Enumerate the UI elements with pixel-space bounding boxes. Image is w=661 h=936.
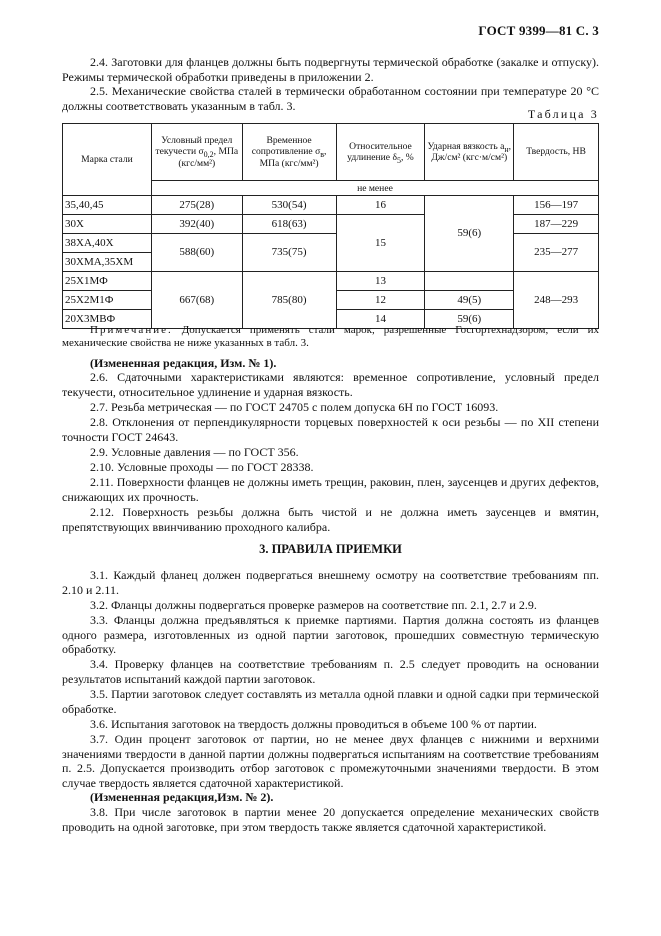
cell-elongation: 12 [336, 291, 425, 310]
paragraph-2-4: 2.4. Заготовки для фланцев должны быть подвергнуты термической обработке (закалке и отпуску). Режимы термической обработки приведены в приложении 2. [62, 55, 599, 84]
revision-note-1: (Измененная редакция, Изм. № 1). [90, 356, 277, 370]
cell-hardness: 235—277 [514, 234, 599, 272]
cell-grade: 25Х1МФ [63, 272, 152, 291]
cell-grade: 35,40,45 [63, 196, 152, 215]
cell-impact [425, 272, 514, 291]
cell-grade: 38ХА,40Х [63, 234, 152, 253]
cell-yield: 588(60) [151, 234, 242, 272]
cell-elongation: 14 [336, 310, 425, 329]
table-note: Примечание. Допускается применять стали марок, разрешенные Госгортехнадзором, если их механические свойства не ниже указанных в табл. 3. [62, 324, 599, 349]
cell-elongation: 15 [336, 215, 425, 272]
paragraph-2-9: 2.9. Условные давления — по ГОСТ 356. [90, 445, 299, 459]
cell-tensile: 735(75) [242, 234, 336, 272]
col-header-hardness: Твердость, НВ [514, 124, 599, 181]
steel-properties-table [62, 123, 599, 329]
cell-elongation: 13 [336, 272, 425, 291]
cell-grade: 20Х3МВФ [63, 310, 152, 329]
paragraph-3-7: 3.7. Один процент заготовок от партии, но не менее двух фланцев с нижними и верхними значениями твердости в данной партии должны подвергаться испытаниям на соответствие требованиям п. 2.5. Допускается производить отбор заготовок с промежуточными значениями твердости. В этом случае твердость является сдаточной характеристикой. [62, 732, 599, 790]
paragraph-3-1: 3.1. Каждый фланец должен подвергаться внешнему осмотру на соответствие требованиям пп. 2.10 и 2.11. [62, 568, 599, 597]
paragraph-3-2: 3.2. Фланцы должны подвергаться проверке размеров на соответствие пп. 2.1, 2.7 и 2.9. [90, 598, 537, 612]
cell-yield: 667(68) [151, 272, 242, 329]
cell-hardness: 156—197 [514, 196, 599, 215]
col-header-elongation: Относительное удлинение $\delta_5$, % [336, 124, 425, 181]
col-header-yield: Условный предел текучести $\sigma_{0,2}$, МПа (кгс/мм²) [151, 124, 242, 181]
paragraph-2-6: 2.6. Сдаточными характеристиками являются: временное сопротивление, условный предел текучести, относительное удлинение и ударная вязкость. [62, 370, 599, 399]
paragraph-3-5: 3.5. Партии заготовок следует составлять из металла одной плавки и одной садки при термической обработке. [62, 687, 599, 716]
cell-grade: 30Х [63, 215, 152, 234]
cell-yield: 392(40) [151, 215, 242, 234]
page-header: ГОСТ 9399—81 С. 3 [478, 23, 599, 38]
cell-grade: 30ХМА,35ХМ [63, 253, 152, 272]
table-row [63, 215, 599, 234]
col-header-grade: Марка стали [63, 124, 152, 196]
table-row [63, 196, 599, 215]
table-caption: Таблица 3 [527, 107, 599, 121]
paragraph-3-3: 3.3. Фланцы должна предъявляться к приемке партиями. Партия должна состоять из фланцев одного размера, изготовленных из одной партии заготовок, прошедших совместную термическую обработку. [62, 613, 599, 657]
paragraph-2-7: 2.7. Резьба метрическая — по ГОСТ 24705 с полем допуска 6Н по ГОСТ 16093. [90, 400, 499, 414]
section-title: 3. ПРАВИЛА ПРИЕМКИ [259, 542, 402, 556]
cell-tensile: 785(80) [242, 272, 336, 329]
cell-tensile: 618(63) [242, 215, 336, 234]
cell-grade: 25Х2М1Ф [63, 291, 152, 310]
cell-impact: 59(6) [425, 196, 514, 272]
cell-impact: 49(5) [425, 291, 514, 310]
paragraph-2-11: 2.11. Поверхности фланцев не должны иметь трещин, раковин, плен, заусенцев и других дефектов, снижающих их прочность. [62, 475, 599, 504]
cell-yield: 275(28) [151, 196, 242, 215]
revision-note-2: (Измененная редакция,Изм. № 2). [90, 790, 274, 804]
col-header-impact: Ударная вязкость $a_н$, Дж/см² (кгс·м/см²) [425, 124, 514, 181]
cell-hardness: 248—293 [514, 272, 599, 329]
paragraph-2-12: 2.12. Поверхность резьбы должна быть чистой и не должна иметь заусенцев и вмятин, препятствующих ввинчиванию проходного калибра. [62, 505, 599, 534]
cell-hardness: 187—229 [514, 215, 599, 234]
paragraph-3-4: 3.4. Проверку фланцев на соответствие требованиям п. 2.5 следует проводить на основании результатов испытаний каждой партии заготовок. [62, 657, 599, 686]
min-label: не менее [151, 181, 598, 196]
paragraph-3-8: 3.8. При числе заготовок в партии менее 20 допускается определение механических свойств проводить на одной заготовке, при этом твердость также является сдаточной характеристикой. [62, 805, 599, 834]
paragraph-2-5: 2.5. Механические свойства сталей в термически обработанном состоянии при температуре 20 °С должны соответствовать указанным в табл. 3. [62, 84, 599, 113]
table-row [63, 272, 599, 291]
col-header-tensile: Временное сопротивление $\sigma_в$, МПа (кгс/мм²) [242, 124, 336, 181]
paragraph-2-8: 2.8. Отклонения от перпендикулярности торцевых поверхностей к оси резьбы — по XII степени точности ГОСТ 24643. [62, 415, 599, 444]
table-row [63, 234, 599, 253]
cell-elongation: 16 [336, 196, 425, 215]
cell-tensile: 530(54) [242, 196, 336, 215]
paragraph-2-10: 2.10. Условные проходы — по ГОСТ 28338. [90, 460, 314, 474]
cell-impact: 59(6) [425, 310, 514, 329]
paragraph-3-6: 3.6. Испытания заготовок на твердость должны проводиться в объеме 100 % от партии. [90, 717, 537, 731]
